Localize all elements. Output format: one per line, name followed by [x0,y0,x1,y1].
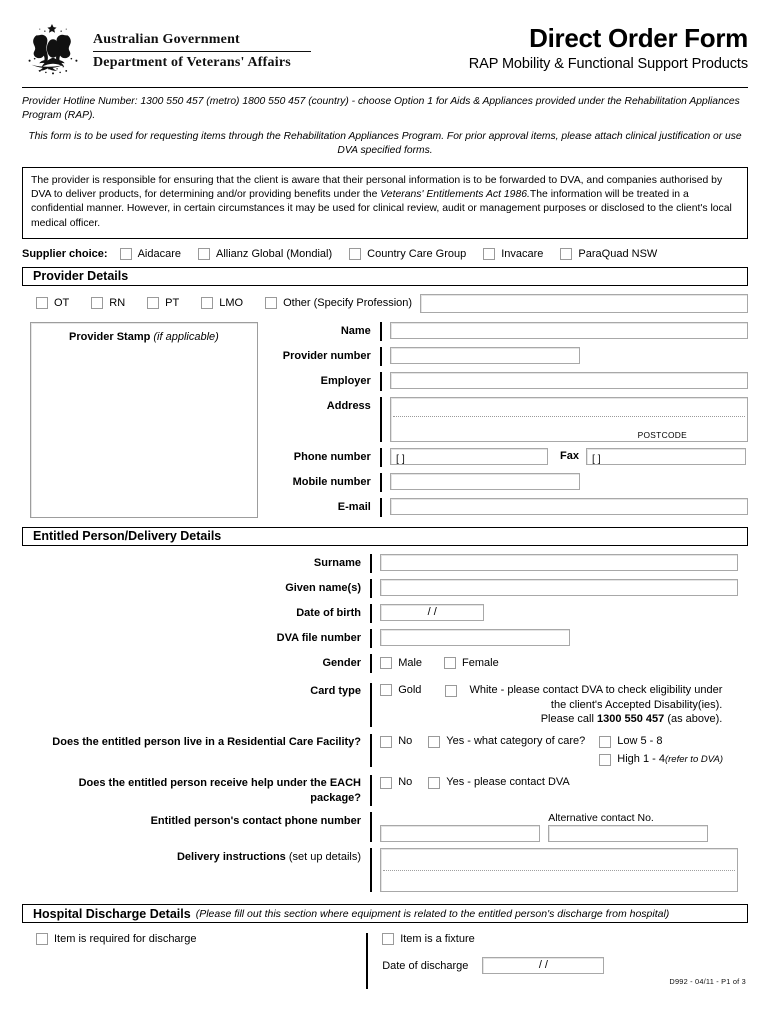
privacy-part-1: The provider is responsible for ensuring that the client is aware that their personal information is to be forwarded to DVA, and companies authorised by DVA to deliver products, for determining and/or providing benefits under the [31,174,723,200]
page-header [22,0,748,78]
dva-file-number-input[interactable] [380,629,570,646]
page-subtitle: RAP Mobility & Functional Support Products [468,56,748,73]
alternative-contact-label: Alternative contact No. [548,812,654,825]
checkbox-icon[interactable] [599,736,611,748]
hospital-discharge-left [36,933,366,989]
card-type-option-white-checkbox-icon[interactable] [445,685,457,697]
column-divider [380,473,382,492]
checkbox-icon[interactable] [382,933,394,945]
checkbox-icon[interactable] [380,736,392,748]
please-call-text: Please call [540,713,597,726]
delivery-label-bold: Delivery instructions [176,851,289,864]
employer-label: Employer [320,374,371,387]
field-row-date-of-birth [22,604,748,623]
delivery-label-note: (set up details) [288,851,361,864]
address-line-separator [393,416,745,417]
supplier-option-invacare[interactable] [483,248,543,260]
field-row-address [266,397,748,442]
column-divider [370,848,372,892]
checkbox-icon[interactable] [380,777,392,789]
hospital-discharge-right [382,933,604,989]
alternative-contact-group [548,812,708,842]
privacy-notice [22,167,748,239]
fax-label: Fax [560,450,579,463]
column-divider [370,654,372,673]
hotline-text: Provider Hotline Number: 1300 550 457 (metro) 1800 550 457 (country) - choose Option 1 for Aids & Appliances provided under the Rehabilitation Appliances Program (RAP). [22,96,740,121]
header-divider [22,87,748,88]
checkbox-icon[interactable] [36,933,48,945]
delivery-instructions-label [22,848,370,867]
column-divider [370,579,372,598]
checkbox-icon[interactable] [380,657,392,669]
surname-input[interactable] [380,554,738,571]
item-is-a-fixture[interactable] [382,933,587,945]
section-title: Hospital Discharge Details [33,906,191,921]
rcf-option-no[interactable] [380,734,412,749]
field-row-email [266,498,748,517]
discharge-date-label: Date of discharge [382,959,469,972]
address-input[interactable] [390,397,748,442]
gender-option-male[interactable] [380,654,422,673]
checkbox-icon[interactable] [483,248,495,260]
brand-line-australian-government: Australian Government [93,31,240,47]
checkbox-icon[interactable] [560,248,572,260]
supplier-choice-label: Supplier choice: [22,247,108,260]
checkbox-icon[interactable] [599,754,611,766]
checkbox-icon[interactable] [36,297,48,309]
supplier-choice-row [22,248,748,260]
checkbox-icon[interactable] [444,657,456,669]
item-required-for-discharge[interactable] [36,933,366,945]
employer-input[interactable] [390,372,748,389]
column-divider [370,604,372,623]
care-low-label: Low 5 - 8 [617,735,663,748]
hospital-discharge-body [22,933,748,989]
title-block [469,22,748,72]
section-title: Provider Details [33,269,129,284]
phone-label: Phone number [293,450,371,463]
date-of-birth-label: Date of birth [296,606,361,619]
column-divider [366,933,368,989]
field-row-dva-file-number [22,629,748,648]
gender-option-female[interactable] [444,654,499,673]
column-divider [380,372,382,391]
card-type-label: Card type [310,684,361,697]
section-header-provider-details [22,267,748,286]
as-above-text: (as above). [664,713,723,726]
supplier-option-allianz-global[interactable] [198,248,332,260]
supplier-option-label: Aidacare [137,247,181,260]
gender-option-label: Male [398,656,423,669]
dva-file-number-label: DVA file number [276,631,361,644]
supplier-option-label: Country Care Group [367,247,467,260]
section-header-hospital-discharge [22,904,748,923]
alternative-contact-input[interactable] [548,825,708,842]
care-category-high[interactable] [599,752,723,767]
section-title: Entitled Person/Delivery Details [33,529,222,544]
australian-coat-of-arms-icon [22,22,84,78]
checkbox-icon[interactable] [91,297,103,309]
field-row-phone [266,448,748,467]
profession-label: PT [165,297,180,310]
column-divider [380,498,382,517]
provider-stamp-label: Provider Stamp [69,330,154,343]
profession-label: LMO [219,297,244,310]
checkbox-icon[interactable] [198,248,210,260]
card-white-line-2: the client's Accepted Disability(ies). [550,698,723,711]
care-high-label: High 1 - 4 [617,753,665,766]
name-label: Name [340,324,371,337]
care-category-low[interactable] [599,734,723,749]
gender-label: Gender [322,656,361,669]
item-required-label: Item is required for discharge [54,933,197,946]
contact-phone-label: Entitled person's contact phone number [150,815,361,828]
rcf-option-yes[interactable] [428,734,585,749]
rcf-yes-label: Yes - what category of care? [446,735,586,748]
dva-phone-number: 1300 550 457 [596,713,665,726]
field-row-name [266,322,748,341]
profession-option-pt[interactable] [147,297,179,309]
section-note: (Please fill out this section where equipment is related to the entitled person's discharge from hospital) [195,907,670,920]
each-yes-label: Yes - please contact DVA [446,776,570,789]
branding-text [93,30,311,71]
profession-option-other[interactable] [265,297,412,309]
card-type-gold-label: Gold [398,683,422,696]
card-type-white-text [469,683,722,728]
supplier-option-label: Allianz Global (Mondial) [216,247,333,260]
brand-divider [93,51,311,52]
profession-option-lmo[interactable] [201,297,243,309]
supplier-option-label: ParaQuad NSW [578,247,658,260]
field-row-card-type [22,683,748,728]
fax-input[interactable] [586,448,746,465]
column-divider [380,347,382,366]
care-high-note: (refer to DVA) [664,754,724,766]
date-of-birth-input[interactable]: / / [380,604,484,621]
surname-label: Surname [313,556,361,569]
email-label: E-mail [337,500,371,513]
profession-label: RN [109,297,126,310]
checkbox-icon[interactable] [380,684,392,696]
privacy-act-italic: Veterans' Entitlements Act 1986. [380,189,530,200]
profession-label: OT [54,297,70,310]
gender-option-label: Female [462,656,499,669]
profession-option-rn[interactable] [91,297,125,309]
privacy-part-2: The information will be treated in a confidential manner. However, in certain circumstances it may be used for clinical review, audit or management purposes or disclosed to the client's local medical officer. [31,189,732,229]
field-row-employer [266,372,748,391]
provider-stamp-box[interactable] [30,322,258,518]
supplier-option-aidacare[interactable] [120,248,181,260]
each-label-line-2: package? [310,792,361,805]
column-divider [380,448,382,467]
item-fixture-label: Item is a fixture [400,933,475,946]
checkbox-icon[interactable] [349,248,361,260]
care-category-options [599,734,723,767]
contact-phone-input[interactable] [380,825,540,842]
checkbox-icon[interactable] [201,297,213,309]
field-row-contact-phone [22,812,748,842]
discharge-date-row [382,957,604,974]
column-divider [380,397,382,442]
provider-number-label: Provider number [282,349,371,362]
profession-option-ot[interactable] [36,297,69,309]
mobile-input[interactable] [390,473,580,490]
each-label-line-1: Does the entitled person receive help under the EACH [78,777,361,790]
checkbox-icon[interactable] [147,297,159,309]
postcode-label: POSTCODE [637,429,687,440]
rcf-no-label: No [398,735,413,748]
supplier-option-country-care-group[interactable] [349,248,466,260]
column-divider [370,734,372,767]
provider-number-input[interactable] [390,347,580,364]
field-row-mobile [266,473,748,492]
profession-row [22,294,748,313]
checkbox-icon[interactable] [265,297,277,309]
checkbox-icon[interactable] [428,736,440,748]
checkbox-icon[interactable] [120,248,132,260]
phone-area-code-brackets: [ ] [396,452,405,465]
email-input[interactable] [390,498,748,515]
each-no-label: No [398,776,413,789]
checkbox-icon[interactable] [428,777,440,789]
profession-other-label: Other (Specify Profession) [283,297,413,310]
column-divider [370,775,372,806]
page-title: Direct Order Form [529,23,748,53]
delivery-instructions-input[interactable] [380,848,738,892]
entitled-person-rows [22,554,748,893]
fax-area-code-brackets: [ ] [591,452,601,465]
supplier-option-paraquad-nsw[interactable] [560,248,657,260]
residential-care-label: Does the entitled person live in a Residential Care Facility? [52,736,361,749]
phone-input[interactable] [390,448,548,465]
address-label: Address [326,399,371,412]
field-row-surname [22,554,748,573]
column-divider [380,322,382,341]
each-option-yes[interactable] [428,775,570,790]
discharge-date-input[interactable]: / / [482,957,604,974]
government-branding [22,22,311,78]
intro-text: This form is to be used for requesting items through the Rehabilitation Appliances Program. For prior approval items, please attach clinical justification or use DVA specified forms. [28,131,742,156]
given-names-input[interactable] [380,579,738,596]
section-header-entitled-person [22,527,748,546]
card-white-line-1: White - please contact DVA to check eligibility under [469,683,723,696]
name-input[interactable] [390,322,748,339]
field-row-delivery-instructions [22,848,748,892]
provider-field-rows [266,322,748,523]
brand-line-department: Department of Veterans' Affairs [93,54,291,70]
card-white-line-3 [469,712,722,727]
column-divider [370,812,372,842]
column-divider [370,554,372,573]
other-profession-input[interactable] [420,294,748,313]
column-divider [370,629,372,648]
provider-details-body [22,322,748,523]
provider-stamp-note: (if applicable) [153,330,219,343]
mobile-label: Mobile number [292,475,371,488]
field-row-each-package [22,775,748,806]
column-divider [370,683,372,728]
supplier-option-label: Invacare [501,247,544,260]
each-package-label [22,775,370,806]
card-type-option-gold[interactable] [380,683,421,698]
delivery-line-separator [383,870,735,871]
form-footer-code: D992 - 04/11 - P1 of 3 [669,977,746,986]
field-row-gender [22,654,748,673]
field-row-provider-number [266,347,748,366]
given-names-label: Given name(s) [285,581,361,594]
each-option-no[interactable] [380,775,412,790]
field-row-residential-care [22,734,748,767]
field-row-given-names [22,579,748,598]
